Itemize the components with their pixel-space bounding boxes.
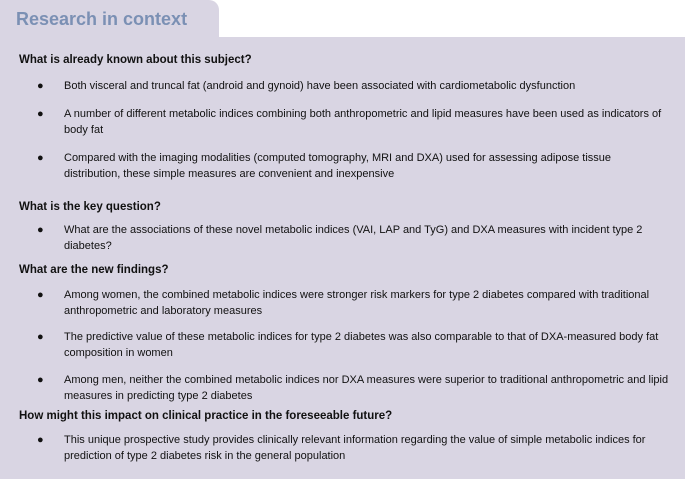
bullet-icon: ●: [37, 108, 44, 120]
list-item-text: A number of different metabolic indices combining both anthropometric and lipid measures have been used as indicators of body fat: [64, 108, 662, 136]
list-item-text: Among women, the combined metabolic indices were stronger risk markers for type 2 diabetes compared with traditional anthropometric and laboratory measures: [64, 289, 650, 317]
section-heading: What are the new findings?: [19, 264, 169, 276]
section-heading: What is already known about this subject?: [19, 54, 252, 66]
section-heading: What is the key question?: [19, 201, 161, 213]
bullet-icon: ●: [37, 374, 44, 386]
list-item-text: This unique prospective study provides clinically relevant information regarding the value of simple metabolic indices for prediction of type 2 diabetes risk in the general population: [64, 434, 646, 462]
title-tab: [0, 0, 219, 37]
bullet-icon: ●: [37, 80, 44, 92]
bullet-icon: ●: [37, 224, 44, 236]
page-title: Research in context: [16, 9, 188, 29]
list-item-text: The predictive value of these metabolic indices for type 2 diabetes was also comparable to that of DXA-measured body fat composition in women: [64, 331, 659, 359]
list-item-text: Among men, neither the combined metabolic indices nor DXA measures were superior to traditional anthropometric and lipid measures in predicting type 2 diabetes: [64, 374, 669, 402]
bullet-icon: ●: [37, 152, 44, 164]
list-item-text: Both visceral and truncal fat (android and gynoid) have been associated with cardiometabolic dysfunction: [64, 80, 576, 92]
list-item-text: What are the associations of these novel metabolic indices (VAI, LAP and TyG) and DXA measures with incident type 2 diabetes?: [64, 224, 643, 252]
bullet-icon: ●: [37, 434, 44, 446]
section-heading: How might this impact on clinical practice in the foreseeable future?: [19, 410, 393, 422]
content-panel: [0, 37, 685, 479]
bullet-icon: ●: [37, 289, 44, 301]
list-item-text: Compared with the imaging modalities (computed tomography, MRI and DXA) used for assessing adipose tissue distribution, these simple measures are convenient and inexpensive: [64, 152, 612, 180]
bullet-icon: ●: [37, 331, 44, 343]
